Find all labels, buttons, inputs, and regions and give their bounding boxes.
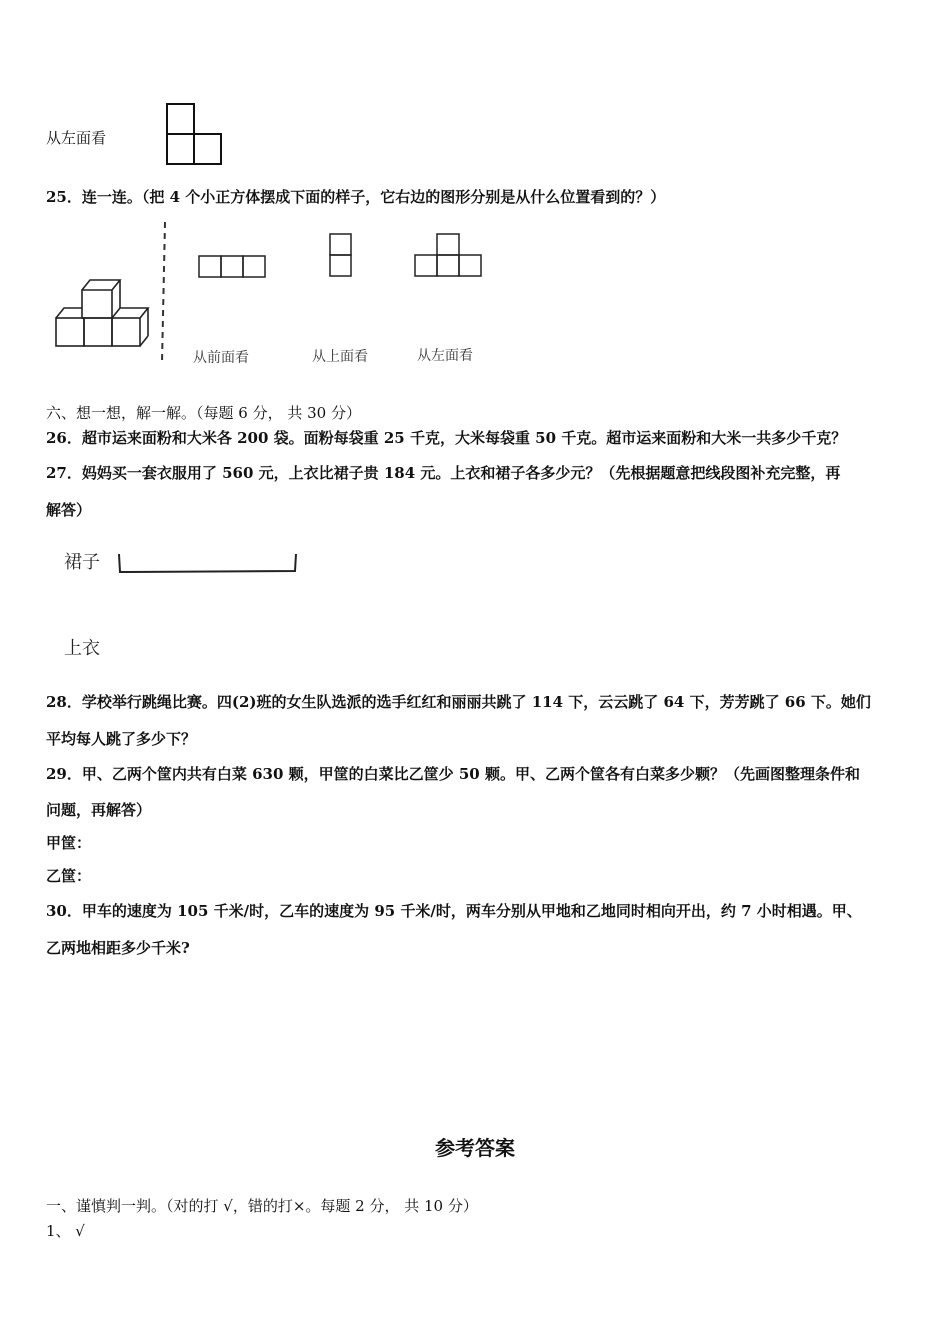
answers-section1-header: 一、谨慎判一判。（对的打 √，错的打×。每题 2 分， 共 10 分） (46, 1197, 478, 1215)
view-shape-3 (415, 234, 481, 276)
view-shape-1 (199, 256, 265, 277)
q30-line1: 30．甲车的速度为 105 千米/时，乙车的速度为 95 千米/时，两车分别从甲地和乙地同时相向开出，约 7 小时相遇。甲、 (46, 902, 862, 920)
q29-line1: 29．甲、乙两个筐内共有白菜 630 颗，甲筐的白菜比乙筐少 50 颗。甲、乙两个筐各有白菜多少颗？（先画图整理条件和 (46, 765, 860, 783)
q27-line2: 解答） (46, 501, 92, 519)
top-square (167, 104, 194, 134)
basket-b-label: 乙筐： (46, 867, 92, 885)
bottom-right-square (194, 134, 221, 164)
answer-1: 1、 √ (46, 1222, 85, 1240)
basket-a-label: 甲筐： (46, 834, 92, 852)
bottom-left-square (167, 134, 194, 164)
label-top: 上衣 (64, 638, 100, 659)
q28-line1: 28．学校举行跳绳比赛。四(2)班的女生队选派的选手红红和丽丽共跳了 114 下，云云跳了 64 下，芳芳跳了 66 下。她们 (46, 693, 871, 711)
caption-front-view: 从前面看 (193, 350, 249, 366)
skirt-segment (115, 552, 305, 578)
left-view-caption: 从左面看 (46, 129, 107, 147)
q29-line2: 问题，再解答） (46, 801, 152, 819)
q27-line1: 27．妈妈买一套衣服用了 560 元，上衣比裙子贵 184 元。上衣和裙子各多少元？（先根据题意把线段图补充完整，再 (46, 464, 841, 482)
q25-text: 25．连一连。（把 4 个小正方体摆成下面的样子，它右边的图形分别是从什么位置看到的？） (46, 188, 666, 206)
q30-line2: 乙两地相距多少千米? (46, 939, 190, 957)
left-view-figure (160, 100, 230, 170)
section6-header: 六、想一想，解一解。（每题 6 分， 共 30 分） (46, 404, 361, 422)
q28-line2: 平均每人跳了多少下？ (46, 730, 197, 748)
caption-left-view: 从左面看 (417, 348, 473, 364)
view-shape-2 (330, 234, 351, 276)
answers-title: 参考答案 (435, 1136, 515, 1160)
dashed-divider (162, 222, 165, 362)
caption-top-view: 从上面看 (312, 349, 368, 365)
q26-text: 26．超市运来面粉和大米各 200 袋。面粉每袋重 25 千克，大米每袋重 50 千克。超市运来面粉和大米一共多少千克？ (46, 429, 847, 447)
label-skirt: 裙子 (64, 552, 100, 573)
cube-stack (56, 280, 148, 346)
